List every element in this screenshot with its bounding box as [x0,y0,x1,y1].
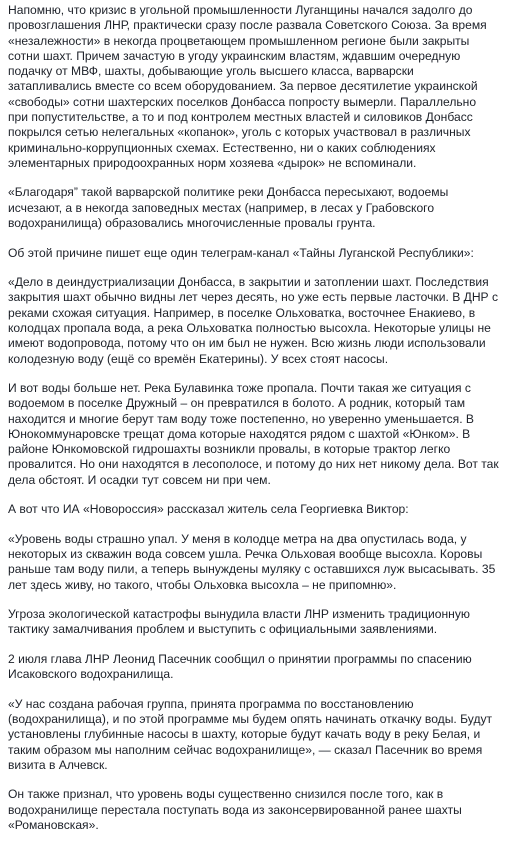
paragraph-crisis-history: Напомню, что кризис в угольной промышленности Луганщины начался задолго до провозглашения ЛНР, практически сразу после развала Советского Союза. За время «незалежности» в некогда процветающем промышленном регионе были закрыты сотни шахт. Причем зачастую в угоду украинским властям, ждавшим очередную подачку от МВФ, шахты, добывающие уголь высшего класса, варварски затапливались вместе со всем оборудованием. За первое десятилетие украинской «свободы» сотни шахтерских поселков Донбасса попросту вымерли. Параллельно при попустительстве, а то и под контролем местных властей и силовиков Донбасс покрылся сетью нелегальных «копанок», уголь с которых участвовал в различных криминально-коррупционных схемах. Естественно, ни о каких соблюдениях элементарных природоохранных норм хозяева «дырок» не вспоминали. [8,3,487,170]
paragraph-viktor-quote: «Уровень воды страшно упал. У меня в колодце метра на два опустилась вода, у некоторых из скважин вода совсем ушла. Речка Ольховая вообще высохла. Коровы раньше там воду пили, а теперь вынуждены муляку с оставшихся луж высасывать. 35 лет здесь живу, но такого, чтобы Ольховка высохла – не припомню». [8,531,496,592]
paragraph-telegram-quote-1: «Дело в деиндустриализации Донбасса, в закрытии и затоплении шахт. Последствия закрытия шахт обычно видны лет через десять, но уже есть первые ласточки. В ДНР с реками схожая ситуация. Например, в поселке Ольховатка, восточнее Енакиево, в колодцах пропала вода, а река Ольховатка полностью высохла. Некоторые улицы не имеют водопровода, потому что он им был не нужен. Всю жизнь люди использовали колодезную воду (ещё со времён Екатерины). У всех стоят насосы. [8,275,499,366]
paragraph-pasechnik-program: 2 июля глава ЛНР Леонид Пасечник сообщил о принятии программы по спасению Исаковского водохранилища. [8,651,472,682]
paragraph-pasechnik-quote: «У нас создана рабочая группа, принята программа по восстановлению (водохранилища), и по этой программе мы будем опять начинать откачку воды. Будут установлены глубинные насосы в шахту, которые будут качать воду в реку Белая, и таким образом мы наполним сейчас водохранилище», — сказал Пасечник во время визита в Алчевск. [8,696,493,772]
paragraph-telegram-intro: Об этой причине пишет еще один телеграм-канал «Тайны Луганской Республики»: [8,245,474,260]
paragraph-telegram-quote-2: И вот воды больше нет. Река Булавинка тоже пропала. Почти такая же ситуация с водоемом в поселке Дружный – он превратился в болото. А родник, который там находится и многие берут там воду тоже постепенно, но уверенно уменьшается. В Юнокоммунаровске трещат дома которые находятся рядом с шахтой «Юнком». В районе Юнкомовской гидрошахты возникли провалы, в которые трактор легко провалится. Но они находятся в лесополосе, и потому до них нет никому дела. Вот так дела обстоят. И осадки тут совсем ни при чем. [8,380,499,487]
paragraph-ecological-threat: Угроза экологической катастрофы вынудила власти ЛНР изменить традиционную тактику замалчивания проблем и выступить с официальными заявлениями. [8,607,470,637]
paragraph-novorossiya-intro: А вот что ИА «Новороссия» рассказал житель села Георгиевка Виктор: [8,502,409,517]
paragraph-rivers-drying: «Благодаря” такой варварской политике реки Донбасса пересыхают, водоемы исчезают, а в некогда заповедных местах (например, в лесах у Грабовского водохранилища) образовались многочисленные провалы грунта. [8,185,449,231]
paragraph-water-level: Он также признал, что уровень воды существенно снизился после того, как в водохранилище перестала поступать вода из законсервированной ранее шахты «Романовская». [8,787,462,832]
